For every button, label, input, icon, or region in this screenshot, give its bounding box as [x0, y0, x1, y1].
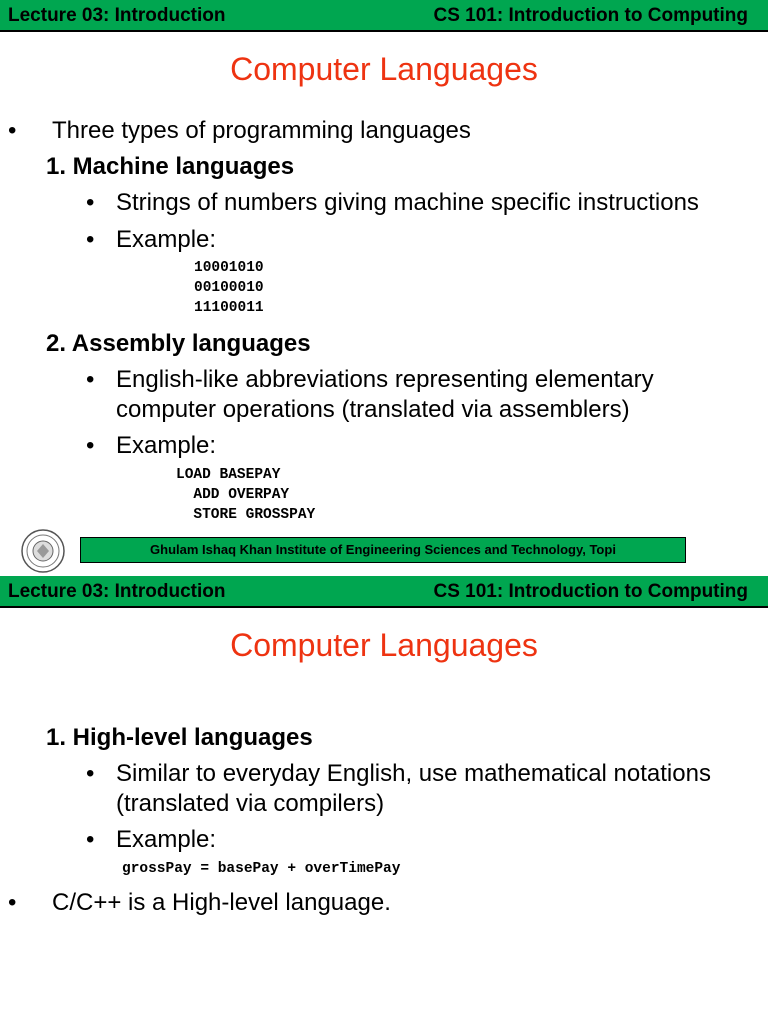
- sub-bullet-text: Example:: [116, 432, 217, 459]
- slide-title: Computer Languages: [230, 51, 538, 87]
- sub-bullet-text: Example:: [116, 826, 217, 853]
- bullet-marker: •: [86, 189, 95, 216]
- machine-code-example: 10001010 00100010 11100011: [194, 260, 264, 316]
- sub-bullet-text: Similar to everyday English, use mathematical notations (translated via compilers): [116, 760, 711, 817]
- bullet-marker: •: [86, 826, 95, 853]
- footer-institute: Ghulam Ishaq Khan Institute of Engineering Sciences and Technology, Topi: [80, 537, 686, 563]
- heading-assembly-languages: 2. Assembly languages: [46, 330, 311, 357]
- slide-2: [0, 576, 768, 1024]
- sub-bullet-text: Example:: [116, 226, 217, 253]
- bullet-marker: •: [8, 889, 17, 916]
- lecture-label: Lecture 03: Introduction: [8, 5, 226, 26]
- bullet-marker: •: [8, 117, 17, 144]
- main-bullet-text: C/C++ is a High-level language.: [52, 889, 391, 916]
- bullet-marker: •: [86, 366, 95, 393]
- institute-seal-icon: [20, 528, 66, 574]
- lecture-label: Lecture 03: Introduction: [8, 581, 226, 602]
- bullet-marker: •: [86, 760, 95, 787]
- slide-header: [0, 0, 768, 32]
- course-label: CS 101: Introduction to Computing: [433, 5, 748, 26]
- course-label: CS 101: Introduction to Computing: [433, 581, 748, 602]
- main-bullet-text: Three types of programming languages: [52, 117, 471, 144]
- high-level-code-example: grossPay = basePay + overTimePay: [122, 861, 401, 877]
- sub-bullet-text: Strings of numbers giving machine specific instructions: [116, 189, 699, 216]
- heading-machine-languages: 1. Machine languages: [46, 153, 295, 180]
- sub-bullet-text: English-like abbreviations representing elementary computer operations (translated via assemblers): [116, 366, 654, 423]
- assembly-code-example: LOAD BASEPAY ADD OVERPAY STORE GROSSPAY: [176, 467, 316, 523]
- bullet-marker: •: [86, 432, 95, 459]
- heading-high-level-languages: 1. High-level languages: [46, 724, 313, 751]
- bullet-marker: •: [86, 226, 95, 253]
- slide-title: Computer Languages: [230, 627, 538, 663]
- slide-header: [0, 576, 768, 608]
